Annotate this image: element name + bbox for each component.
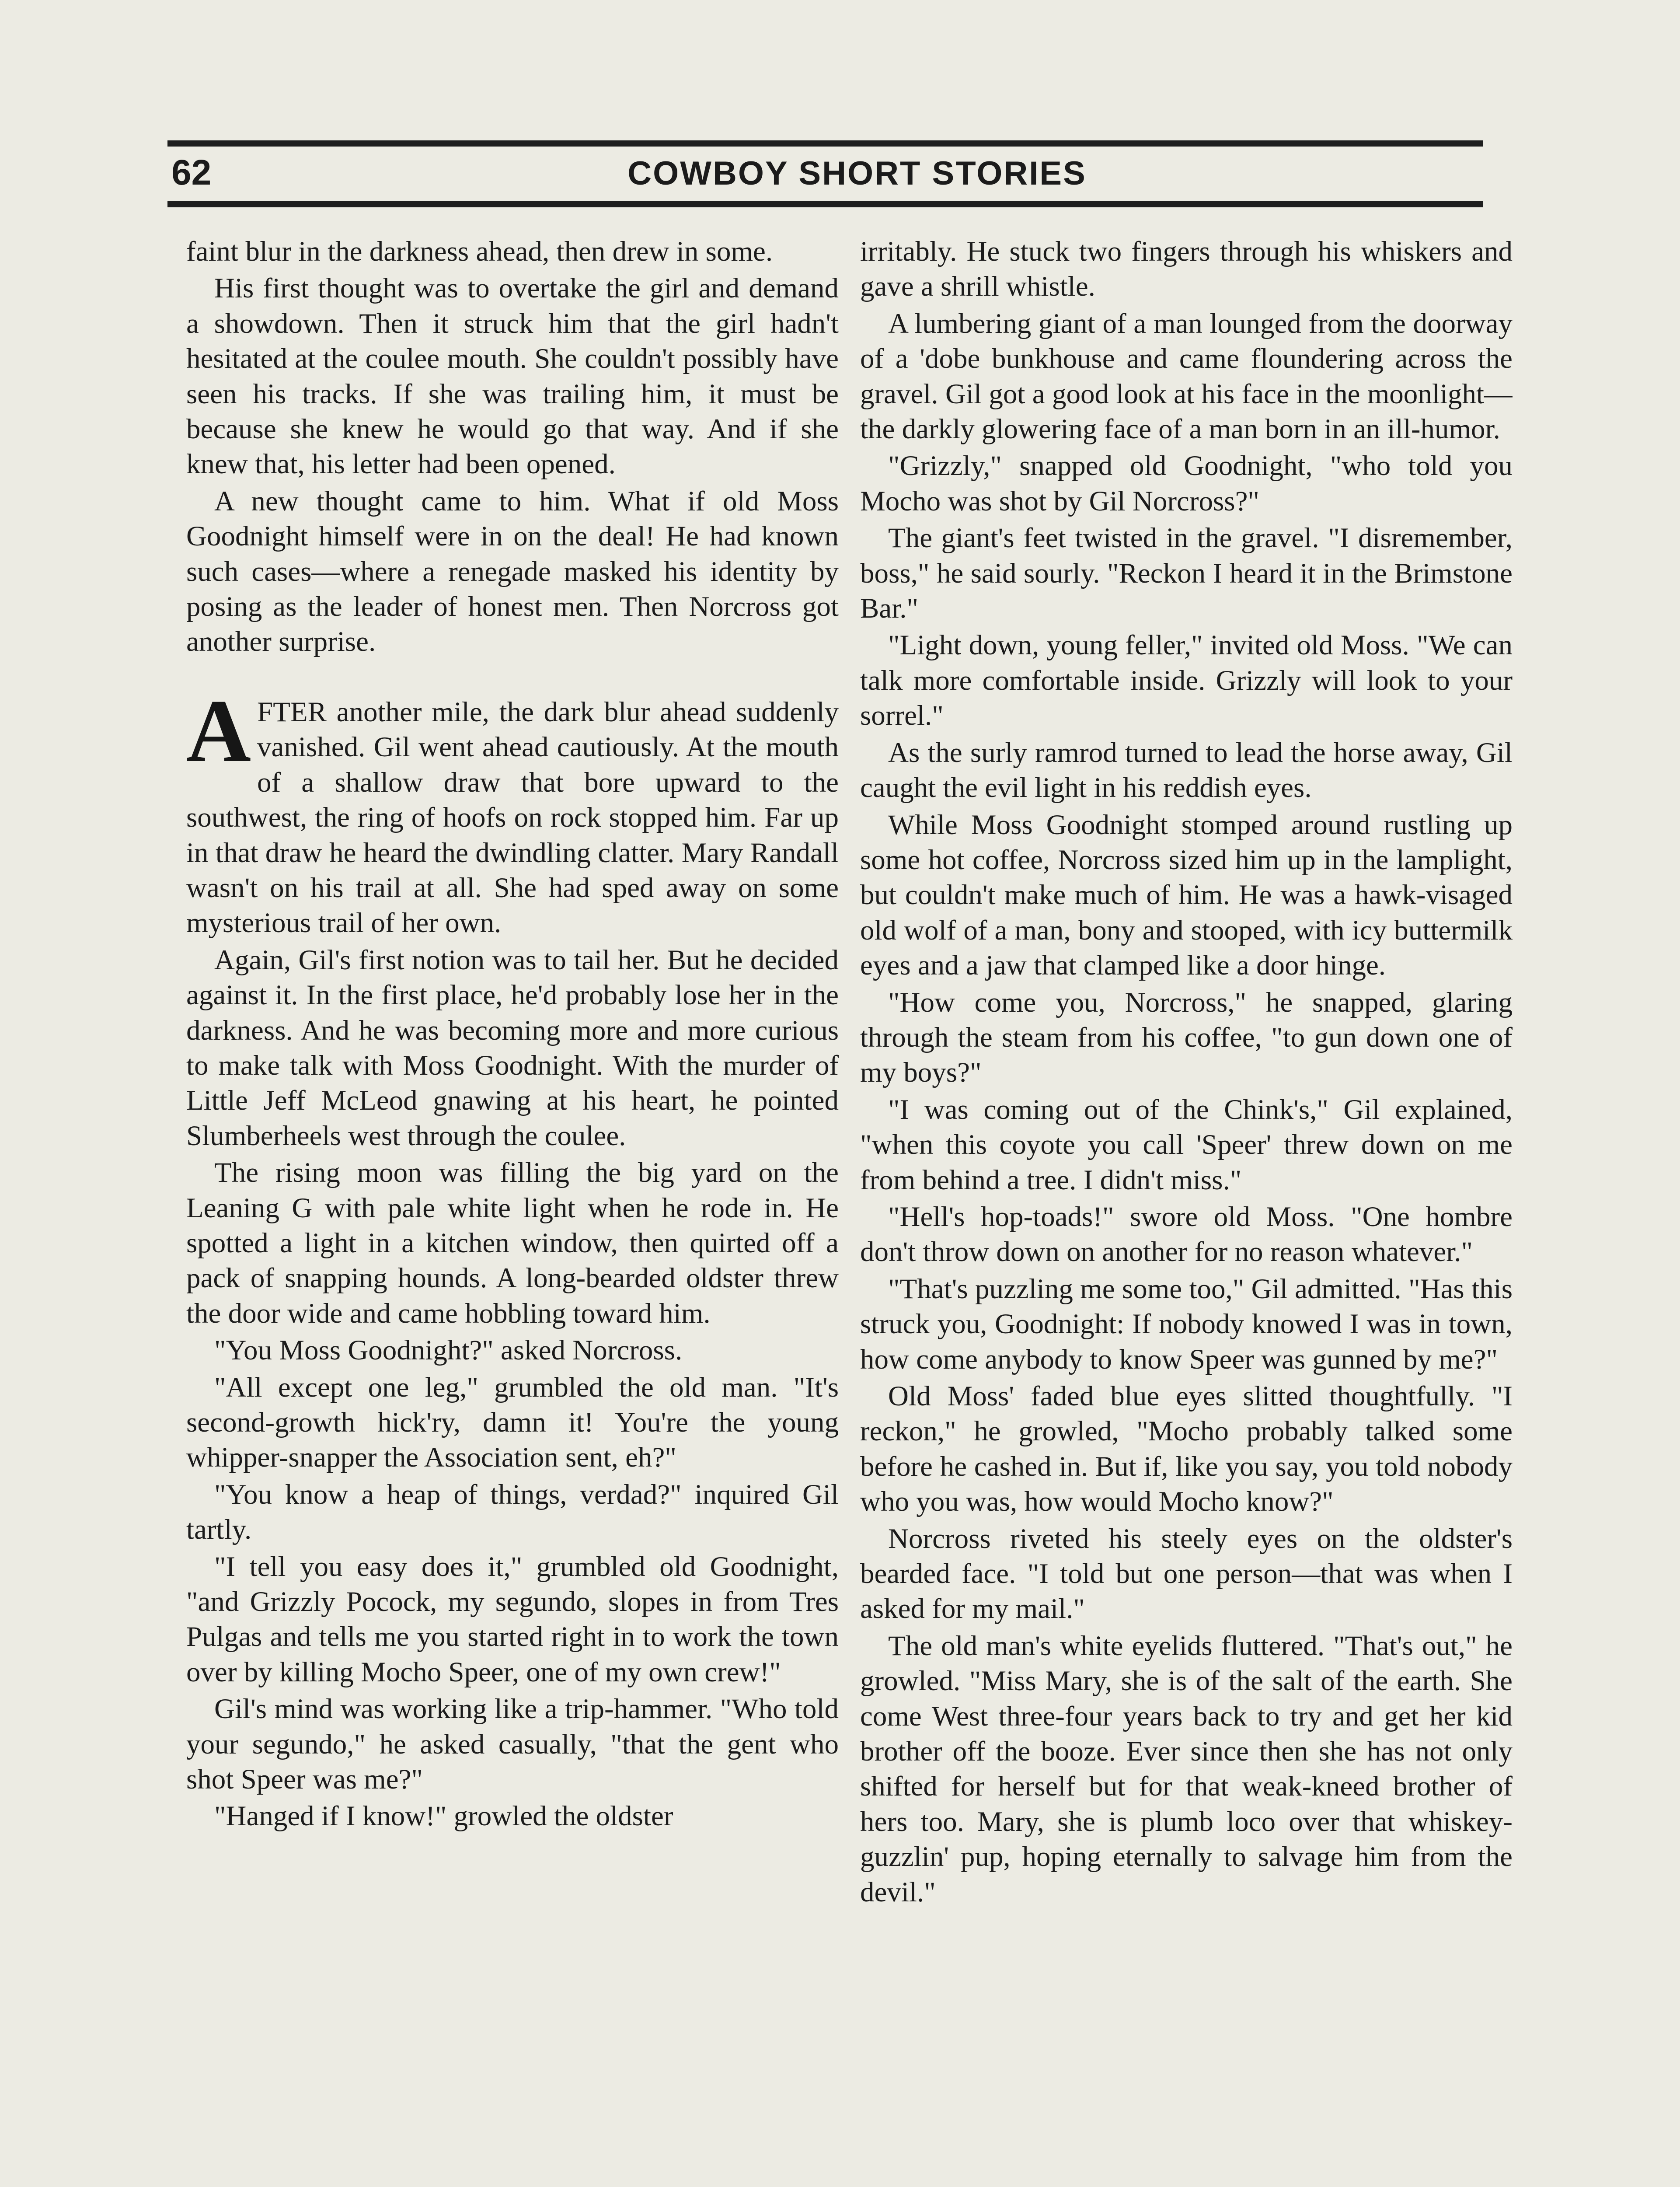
running-head-title: COWBOY SHORT STORIES bbox=[627, 155, 1087, 192]
paragraph: While Moss Goodnight stomped around rustling up some hot coffee, Norcross sized him up in the lamplight, but couldn't make much of him. He was a hawk-visaged old wolf of a man, bony and stooped, with icy buttermilk eyes and a jaw that clamped like a door hinge. bbox=[860, 809, 1513, 982]
paragraph: "Hell's hop-toads!" swore old Moss. "One hombre don't throw down on another for no reason whatever." bbox=[860, 1201, 1513, 1268]
paragraph: "Hanged if I know!" growled the oldster bbox=[214, 1800, 673, 1832]
paragraph: "You know a heap of things, verdad?" inquired Gil tartly. bbox=[186, 1478, 839, 1546]
paragraph: Gil's mind was working like a trip-hammer. "Who told your segundo," he asked casually, "that the gent who shot Speer was me?" bbox=[186, 1693, 839, 1796]
paragraph: A lumbering giant of a man lounged from the doorway of a 'dobe bunkhouse and came floundering across the gravel. Gil got a good look at his face in the moonlight—the darkly glowering face of a man born in an ill-humor. bbox=[860, 307, 1513, 445]
drop-cap: A bbox=[186, 681, 251, 781]
paragraph: faint blur in the darkness ahead, then drew in some. bbox=[186, 236, 773, 267]
paragraph: "Light down, young feller," invited old Moss. "We can talk more comfortable inside. Grizzly will look to your sorrel." bbox=[860, 629, 1513, 732]
paragraph: Norcross riveted his steely eyes on the oldster's bearded face. "I told but one person—that was when I asked for my mail." bbox=[860, 1523, 1513, 1625]
paragraph: As the surly ramrod turned to lead the horse away, Gil caught the evil light in his reddish eyes. bbox=[860, 737, 1513, 804]
section-paragraph bbox=[186, 681, 839, 941]
paragraph: The rising moon was filling the big yard on the Leaning G with pale white light when he rode in. He spotted a light in a kitchen window, then quirted off a pack of snapping hounds. A long-bearded oldster threw the door wide and came hobbling toward him. bbox=[186, 1157, 839, 1329]
paragraph: "I was coming out of the Chink's," Gil explained, "when this coyote you call 'Speer' threw down on me from behind a tree. I didn't miss." bbox=[860, 1094, 1513, 1196]
paragraph: "Grizzly," snapped old Goodnight, "who told you Mocho was shot by Gil Norcross?" bbox=[860, 450, 1513, 517]
paragraph: "I tell you easy does it," grumbled old Goodnight, "and Grizzly Pocock, my segundo, slopes in from Tres Pulgas and tells me you started right in to work the town over by killing Mocho Speer, one of my own crew!" bbox=[186, 1551, 839, 1688]
paragraph: A new thought came to him. What if old Moss Goodnight himself were in on the deal! He had known such cases—where a renegade masked his identity by posing as the leader of honest men. Then Norcross got another surprise. bbox=[186, 485, 839, 658]
right-column bbox=[860, 234, 1513, 2187]
paragraph: The giant's feet twisted in the gravel. "I disremember, boss," he said sourly. "Reckon I heard it in the Brimstone Bar." bbox=[860, 522, 1513, 625]
paragraph: Old Moss' faded blue eyes slitted thoughtfully. "I reckon," he growled, "Mocho probably talked some before he cashed in. But if, like you say, you told nobody who you was, how would Mocho know?" bbox=[860, 1380, 1513, 1518]
paragraph: The old man's white eyelids fluttered. "That's out," he growled. "Miss Mary, she is of the salt of the earth. She come West three-four years back to try and get her kid brother off the booze. Ever since then she has not only shifted for herself but for that weak-kneed brother of hers too. Mary, she is plumb loco over that whiskey-guzzlin' pup, hoping eternally to salvage him from the devil." bbox=[860, 1630, 1513, 1908]
paragraph: Again, Gil's first notion was to tail her. But he decided against it. In the first place, he'd probably lose her in the darkness. And he was becoming more and more curious to make talk with Moss Goodnight. With the murder of Little Jeff McLeod gnawing at his heart, he pointed Slumberheels west through the coulee. bbox=[186, 944, 839, 1152]
paragraph: "You Moss Goodnight?" asked Norcross. bbox=[214, 1335, 683, 1366]
paragraph-text: FTER another mile, the dark blur ahead suddenly vanished. Gil went ahead cautiously. At the mouth of a shallow draw that bore upward to the southwest, the ring of hoofs on rock stopped him. Far up in that draw he heard the dwindling clatter. Mary Randall wasn't on his trail at all. She had sped away on some mysterious trail of her own. bbox=[186, 696, 839, 939]
left-column bbox=[186, 234, 839, 2187]
page-number: 62 bbox=[171, 153, 212, 192]
paragraph: irritably. He stuck two fingers through his whiskers and gave a shrill whistle. bbox=[860, 236, 1513, 303]
paragraph: "All except one leg," grumbled the old man. "It's second-growth hick'ry, damn it! You're the young whipper-snapper the Association sent, eh?" bbox=[186, 1371, 839, 1474]
paragraph: "How come you, Norcross," he snapped, glaring through the steam from his coffee, "to gun down one of my boys?" bbox=[860, 986, 1513, 1089]
header-rule-top bbox=[167, 140, 1483, 147]
paragraph: "That's puzzling me some too," Gil admitted. "Has this struck you, Goodnight: If nobody knowed I was in town, how come anybody to know Speer was gunned by me?" bbox=[860, 1273, 1513, 1375]
header-rule-bottom bbox=[167, 201, 1483, 207]
paragraph: His first thought was to overtake the girl and demand a showdown. Then it struck him that the girl hadn't hesitated at the coulee mouth. She couldn't possibly have seen his tracks. If she was trailing him, it must be because she knew he would go that way. And if she knew that, his letter had been opened. bbox=[186, 273, 839, 480]
